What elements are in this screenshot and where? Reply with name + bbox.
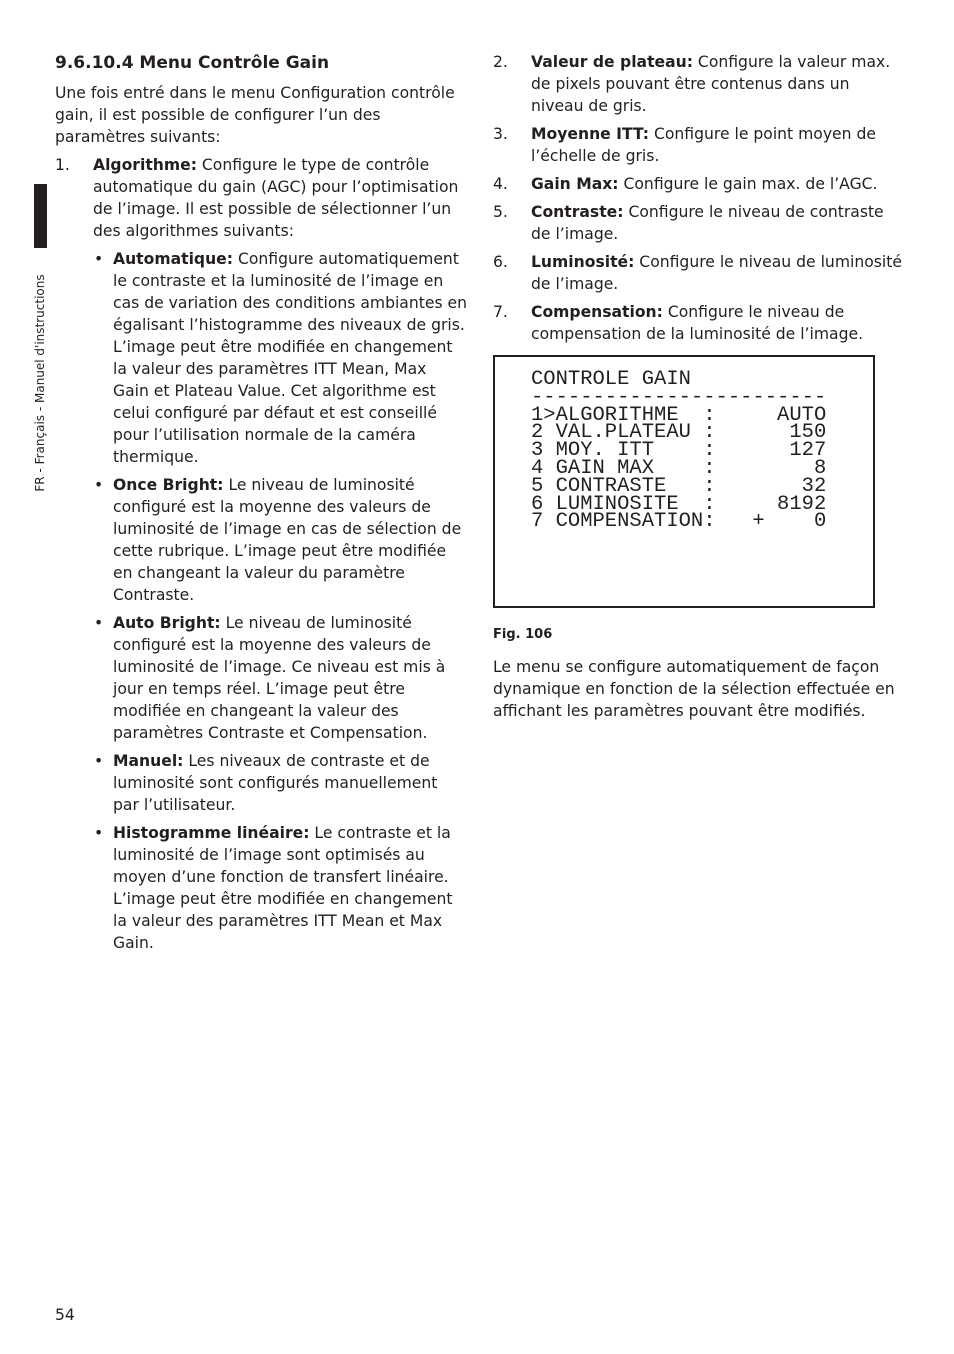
item-term: Luminosité:	[531, 253, 635, 271]
item-text: Configure le type de contrôle automatique du gain (AGC) pour l’optimisation de l’image. Il est possible de sélectionner l’un des algorithmes suivants:	[93, 156, 459, 240]
parameter-list	[55, 154, 467, 954]
closing-paragraph: Le menu se configure automatiquement de façon dynamique en fonction de la sélection effectuée en affichant les paramètres pouvant être modifiés.	[493, 658, 895, 720]
item-term: Automatique:	[113, 250, 233, 268]
item-text: Configure le gain max. de l’AGC.	[618, 175, 878, 193]
left-column	[55, 51, 467, 960]
bullet-icon: •	[94, 824, 104, 842]
item-term: Auto Bright:	[113, 614, 221, 632]
item-number: 4.	[493, 175, 508, 193]
item-number: 2.	[493, 53, 508, 71]
osd-menu-screen	[493, 355, 875, 608]
item-text: Configure la valeur max. de pixels pouvant être contenus dans un niveau de gris.	[531, 53, 891, 115]
item-text: Configure le niveau de contraste de l’image.	[531, 203, 884, 243]
item-number: 1.	[55, 156, 70, 174]
item-term: Moyenne ITT:	[531, 125, 649, 143]
list-item	[493, 51, 905, 117]
item-term: Histogramme linéaire:	[113, 824, 310, 842]
item-term: Valeur de plateau:	[531, 53, 693, 71]
section-marker-bar	[34, 184, 47, 248]
section-title: 9.6.10.4 Menu Contrôle Gain	[55, 53, 330, 73]
bullet-icon: •	[94, 752, 104, 770]
osd-row-compensation: 7 COMPENSATION: + 0	[531, 510, 827, 534]
item-text: Configure le point moyen de l’échelle de gris.	[531, 125, 876, 165]
osd-row-contraste: 5 CONTRASTE : 32	[531, 474, 827, 498]
list-item	[493, 251, 905, 295]
list-item	[93, 750, 467, 816]
item-text: Configure automatiquement le contraste et la luminosité de l’image en cas de variation des conditions ambiantes en égalisant l’histogramme des niveaux de gris. L’image peut être modifiée en changement la valeur des paramètres ITT Mean, Max Gain et Plateau Value. Cet algorithme est celui configuré par défaut et est conseillé pour l’utilisation normale de la caméra thermique.	[113, 250, 468, 466]
figure-caption: Fig. 106	[493, 627, 553, 642]
bullet-icon: •	[94, 614, 104, 632]
parameter-list-continued	[493, 51, 905, 345]
item-text: Configure le niveau de compensation de la luminosité de l’image.	[531, 303, 864, 343]
list-item	[93, 612, 467, 744]
osd-row-gain-max: 4 GAIN MAX : 8	[531, 456, 827, 480]
item-number: 6.	[493, 253, 508, 271]
item-term: Manuel:	[113, 752, 184, 770]
osd-row-algorithme: 1>ALGORITHME : AUTO	[531, 403, 827, 427]
intro-paragraph: Une fois entré dans le menu Configuration contrôle gain, il est possible de configurer l’un des paramètres suivants:	[55, 84, 455, 146]
item-number: 7.	[493, 303, 508, 321]
list-item	[493, 301, 905, 345]
list-item	[55, 154, 467, 954]
item-number: 5.	[493, 203, 508, 221]
list-item	[93, 248, 467, 468]
list-item	[493, 173, 905, 195]
list-item	[493, 123, 905, 167]
item-term: Once Bright:	[113, 476, 224, 494]
list-item	[493, 201, 905, 245]
bullet-icon: •	[94, 250, 104, 268]
item-text: Le contraste et la luminosité de l’image sont optimisés au moyen d’une fonction de transfert linéaire. L’image peut être modifiée en changement la valeur des paramètres ITT Mean et Max Gain.	[113, 824, 453, 952]
osd-row-moy-itt: 3 MOY. ITT : 127	[531, 439, 827, 463]
osd-row-val-plateau: 2 VAL.PLATEAU : 150	[531, 421, 827, 445]
item-term: Gain Max:	[531, 175, 619, 193]
item-text: Le niveau de luminosité configuré est la moyenne des valeurs de luminosité de l’image. Ce niveau est mis à jour en temps réel. L’image peut être modifiée en changeant la valeur des paramètres Contraste et Compensation.	[113, 614, 446, 742]
osd-separator: ------------------------	[531, 385, 827, 409]
bullet-icon: •	[94, 476, 104, 494]
osd-title: CONTROLE GAIN	[531, 368, 691, 391]
list-item	[93, 822, 467, 954]
item-text: Le niveau de luminosité configuré est la moyenne des valeurs de luminosité de l’image en cas de sélection de cette rubrique. L’image peut être modifiée en changeant la valeur du paramètre Contraste.	[113, 476, 462, 604]
sidebar-label: FR - Français - Manuel d'instructions	[33, 274, 47, 492]
item-term: Contraste:	[531, 203, 624, 221]
osd-row-luminosite: 6 LUMINOSITE : 8192	[531, 492, 827, 516]
item-term: Algorithme:	[93, 156, 197, 174]
item-text: Les niveaux de contraste et de luminosité sont configurés manuellement par l’utilisateur.	[113, 752, 438, 814]
item-term: Compensation:	[531, 303, 663, 321]
list-item	[93, 474, 467, 606]
right-column	[493, 51, 905, 728]
item-number: 3.	[493, 125, 508, 143]
item-text: Configure le niveau de luminosité de l’image.	[531, 253, 902, 293]
algorithm-list	[93, 248, 467, 954]
page-number: 54	[55, 1306, 75, 1324]
